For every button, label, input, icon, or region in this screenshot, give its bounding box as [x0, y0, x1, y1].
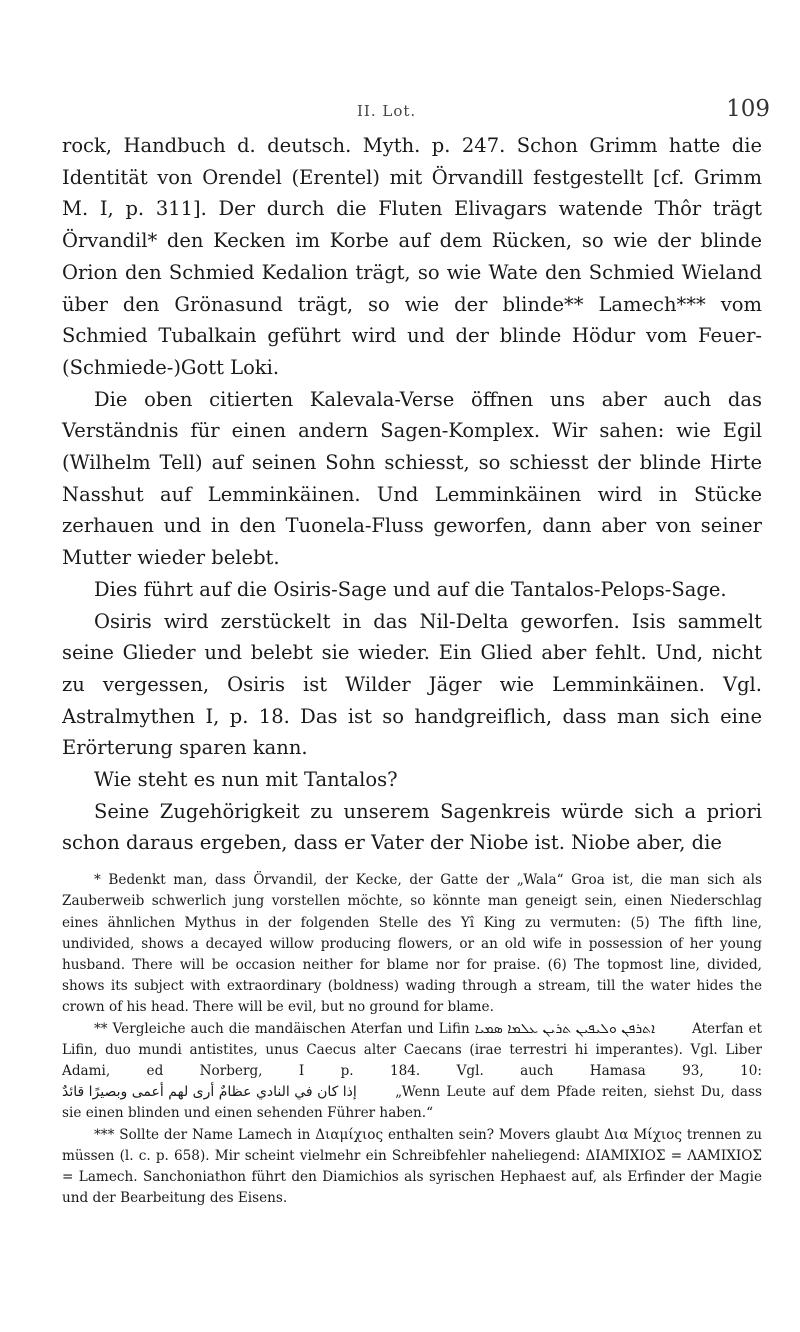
- running-head: II. Lot.: [357, 102, 417, 120]
- paragraph: Dies führt auf die Osiris-Sage und auf die Tantalos-Pelops-Sage.: [94, 577, 727, 601]
- paragraph: Seine Zugehörigkeit zu unserem Sagenkreis würde sich a priori schon daraus ergeben, dass er Vater der Niobe ist. Niobe aber, die: [62, 799, 762, 855]
- mandaic-script: ܐܬܪܦܢ ܘܠܝܦܝܢ ܬܪܝܢ ܥܠܡܐ ܣܡܝܐ: [474, 1020, 656, 1037]
- footnote-2: [62, 1019, 762, 1125]
- page-number: 109: [726, 96, 770, 122]
- book-page: [62, 0, 770, 1209]
- paragraph: Wie steht es nun mit Tantalos?: [94, 768, 398, 792]
- paragraph: rock, Handbuch d. deutsch. Myth. p. 247. Schon Grimm hatte die Identität von Orendel (Erentel) mit Örvandill festgestellt [cf. Grimm M. I, p. 311]. Der durch die Fluten Elivagars watende Thôr trägt Örvandil* den Kecken im Korbe auf dem Rücken, so wie der blinde Orion den Schmied Kedalion trägt, so wie Wate den Schmied Wieland über den Grönasund trägt, so wie der blinde** Lamech*** vom Schmied Tubalkain geführt wird und der blinde Hödur vom Feuer-(Schmiede-)Gott Loki.: [62, 134, 762, 379]
- main-text: [62, 130, 762, 859]
- paragraph: Osiris wird zerstückelt in das Nil-Delta geworfen. Isis sammelt seine Glieder und belebt sie wieder. Ein Glied aber fehlt. Und, nicht zu vergessen, Osiris ist Wilder Jäger wie Lemminkäinen. Vgl. Astralmythen I, p. 18. Das ist so handgreiflich, dass man sich eine Erörterung sparen kann.: [62, 609, 762, 760]
- footnote-2-text-before: ** Vergleiche auch die mandäischen Aterfan und Lifin: [94, 1020, 470, 1037]
- footnote-1: * Bedenkt man, dass Örvandil, der Kecke, der Gatte der „Wala“ Groa ist, die man sich als Zauberweib schwerlich jung vorstellen möchte, so könnte man geneigt sein, einen Niederschlag eines ähnlichen Mythus in der folgenden Stelle des Yî King zu vermuten: (5) The fifth line, undivided, shows a decayed willow producing flowers, or an old wife in possession of her young husband. There will be occasion neither for blame nor for praise. (6) The topmost line, divided, shows its subject with extraordinary (boldness) wading through a stream, till the water hides the crown of his head. There will be evil, but no ground for blame.: [62, 872, 762, 1016]
- paragraph: Die oben citierten Kalevala-Verse öffnen uns aber auch das Verständnis für einen andern Sagen-Komplex. Wir sahen: wie Egil (Wilhelm Tell) auf seinen Sohn schiesst, so schiesst der blinde Hirte Nasshut auf Lemminkäinen. Und Lemminkäinen wird in Stücke zerhauen und in den Tuonela-Fluss geworfen, dann aber von seiner Mutter wieder belebt.: [62, 387, 762, 570]
- arabic-verse: إذا كان في النادي عظامٌ أرى لهم أعمى وبصيرًا قائدٌ: [62, 1084, 357, 1101]
- footnotes: [62, 870, 762, 1209]
- footnote-3: *** Sollte der Name Lamech in Διαμίχιος enthalten sein? Movers glaubt Δια Μίχιος trennen zu müssen (l. c. p. 658). Mir scheint vielmehr ein Schreibfehler naheliegend: ΔΙΑΜΙΧΙΟΣ = ΛΑΜΙΧΙΟΣ = Lamech. Sanchoniathon führt den Diamichios als syrischen Hephaest auf, als Erfinder der Magie und der Bearbeitung des Eisens.: [62, 1126, 762, 1207]
- page-header: [62, 0, 770, 122]
- footnote-2-quote: „Wenn Leute auf dem Pfade reiten, siehst Du, dass sie einen blinden und einen sehenden Führer haben.“: [62, 1084, 762, 1122]
- footnote-2-text-after: Aterfan et Lifin, duo mundi antistites, unus Caecus alter Caecans (irae terrestri hi imperantes). Vgl. Liber Adami, ed Norberg, I p. 184. Vgl. auch Hamasa 93, 10:: [62, 1020, 762, 1079]
